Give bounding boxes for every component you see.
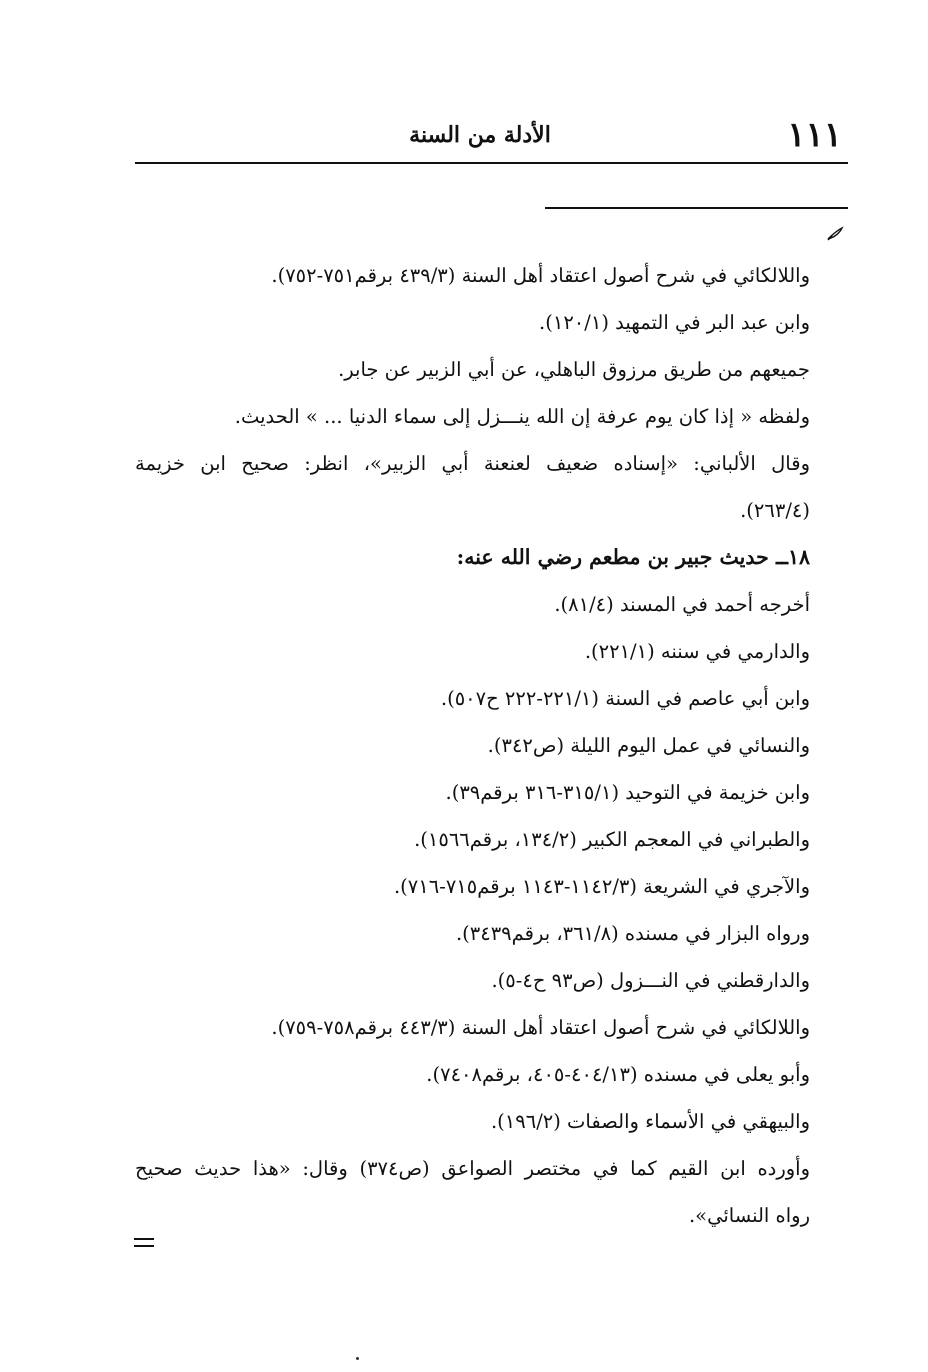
footnote-line: وقال الألباني: «إسناده ضعيف لعنعنة أبي الزبير»، انظر: صحيح ابن خزيمة — [135, 452, 810, 475]
footnote-line: وأورده ابن القيم كما في مختصر الصواعق (ص٣٧٤) وقال: «هذا حديث صحيح — [135, 1157, 810, 1180]
footnote-body — [135, 252, 810, 1239]
footnote-line: والدارمي في سننه (٢٢١/١). — [584, 640, 810, 663]
footnote-line: وأبو يعلى في مسنده (٤٠٤/١٣-٤٠٥، برقم٧٤٠٨). — [426, 1063, 810, 1086]
footnote-line: واللالكائي في شرح أصول اعتقاد أهل السنة (٤٣٩/٣ برقم٧٥١-٧٥٢). — [271, 264, 810, 287]
footnote-line: جميعهم من طريق مرزوق الباهلي، عن أبي الزبير عن جابر. — [338, 358, 810, 381]
footnote-line: وابن أبي عاصم في السنة (٢٢١/١-٢٢٢ ح٥٠٧). — [440, 687, 810, 710]
footnote-line: وابن خزيمة في التوحيد (٣١٥/١-٣١٦ برقم٣٩). — [445, 781, 810, 804]
footnote-line: والبيهقي في الأسماء والصفات (١٩٦/٢). — [490, 1110, 810, 1133]
footnote-line: ولفظه « إذا كان يوم عرفة إن الله ينـــزل إلى سماء الدنيا ... » الحديث. — [234, 405, 810, 428]
footnote-line: (٢٦٣/٤). — [740, 499, 810, 522]
header-rule — [135, 162, 848, 164]
footnote-line: رواه النسائي». — [688, 1204, 810, 1227]
footnote-line: واللالكائي في شرح أصول اعتقاد أهل السنة (٤٤٣/٣ برقم٧٥٨-٧٥٩). — [271, 1016, 810, 1039]
quill-icon — [826, 226, 844, 246]
footnote-line: أخرجه أحمد في المسند (٨١/٤). — [554, 593, 810, 616]
footnote-rule — [545, 207, 848, 209]
section-heading: ١٨ــ حديث جبير بن مطعم رضي الله عنه: — [456, 545, 810, 569]
page-number: ١١١ — [787, 115, 842, 155]
footnote-line: والنسائي في عمل اليوم الليلة (ص٣٤٢). — [487, 734, 810, 757]
footnote-line: ورواه البزار في مسنده (٣٦١/٨، برقم٣٤٣٩). — [455, 922, 810, 945]
continued-icon — [134, 1238, 154, 1252]
scan-speck — [356, 1357, 359, 1360]
running-title: الأدلة من السنة — [409, 122, 551, 148]
footnote-line: والآجري في الشريعة (١١٤٢/٣-١١٤٣ برقم٧١٥-٧١٦). — [393, 875, 810, 898]
footnote-line: والدارقطني في النـــزول (ص٩٣ ح٤-٥). — [491, 969, 810, 992]
footnote-line: والطبراني في المعجم الكبير (١٣٤/٢، برقم١٥٦٦). — [414, 828, 810, 851]
footnote-line: وابن عبد البر في التمهيد (١٢٠/١). — [539, 311, 810, 334]
